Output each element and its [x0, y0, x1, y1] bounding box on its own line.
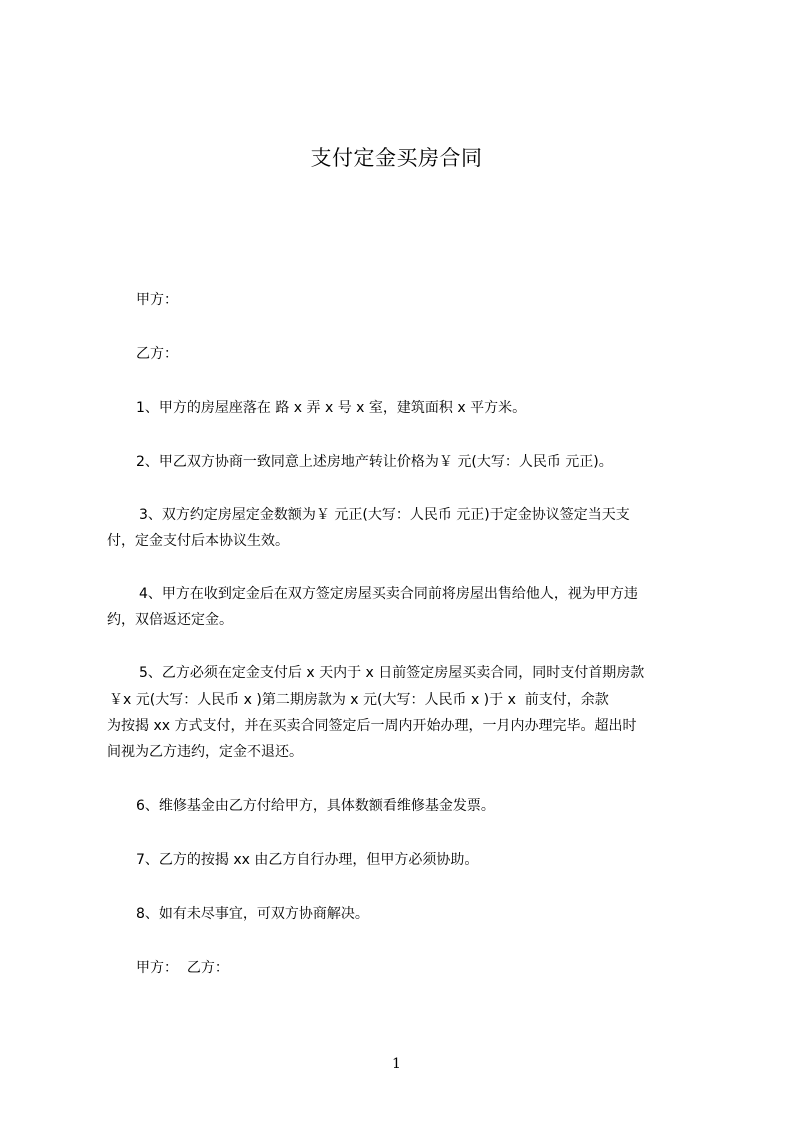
clause-4-line-2: 约，双倍返还定金。: [107, 612, 233, 628]
clause-5-line-2: ￥x 元(大写：人民币 x )第二期房款为 x 元(大写：人民币 x )于 x 前支付，余款: [109, 692, 609, 708]
clause-3-line-1: 3、双方约定房屋定金数额为￥ 元正(大写：人民币 元正)于定金协议签定当天支: [139, 507, 630, 523]
clause-5-line-3: 为按揭 xx 方式支付，并在买卖合同签定后一周内开始办理，一月内办理完毕。超出时: [107, 718, 637, 734]
page-number: 1: [392, 1056, 401, 1072]
clause-6: 6、维修基金由乙方付给甲方，具体数额看维修基金发票。: [136, 798, 495, 814]
clause-8: 8、如有未尽事宜，可双方协商解决。: [136, 906, 369, 922]
page-title: 支付定金买房合同: [310, 146, 483, 170]
clause-3-line-2: 付，定金支付后本协议生效。: [107, 533, 289, 549]
clause-1: 1、甲方的房屋座落在 路 x 弄 x 号 x 室，建筑面积 x 平方米。: [136, 400, 527, 416]
clause-5-line-4: 间视为乙方违约，定金不退还。: [107, 744, 303, 760]
party-a-label: 甲方：: [136, 292, 178, 308]
clause-4-line-1: 4、甲方在收到定金后在双方签定房屋买卖合同前将房屋出售给他人，视为甲方违: [139, 586, 638, 602]
party-b-label: 乙方：: [136, 346, 178, 362]
clause-5-line-1: 5、乙方必须在定金支付后 x 天内于 x 日前签定房屋买卖合同，同时支付首期房款: [139, 665, 645, 681]
signature-line: 甲方： 乙方：: [136, 960, 229, 976]
clause-2: 2、甲乙双方协商一致同意上述房地产转让价格为￥ 元(大写：人民币 元正)。: [136, 454, 613, 470]
clause-7: 7、乙方的按揭 xx 由乙方自行办理，但甲方必须协助。: [136, 852, 479, 868]
